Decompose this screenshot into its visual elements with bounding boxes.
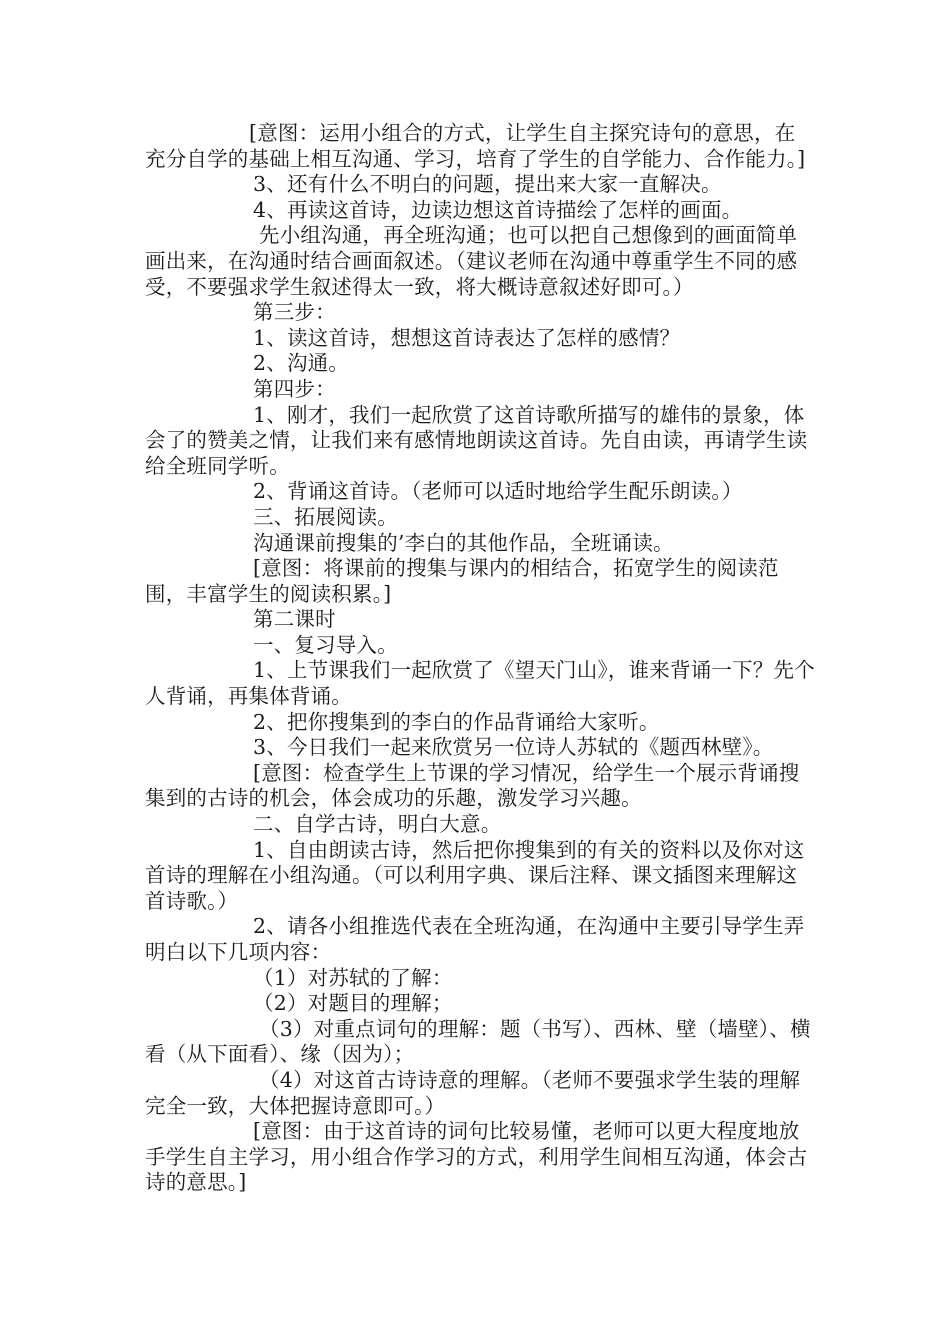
paragraph-sub-item: （1）对苏轼的了解： xyxy=(253,965,453,990)
paragraph-step-item: 3、还有什么不明白的问题，提出来大家一直解决。 xyxy=(253,172,722,197)
paragraph-section-heading: 一、复习导入。 xyxy=(253,632,398,657)
paragraph-sub-item: （4）对这首古诗诗意的理解。（老师不要强求学生装的理解完全一致，大体把握诗意即可。） xyxy=(145,1067,801,1118)
paragraph-step-item: 1、上节课我们一起欣赏了《望天门山》，谁来背诵一下？先个人背诵，再集体背诵。 xyxy=(145,658,815,709)
paragraph-heading: 第四步： xyxy=(253,376,336,401)
paragraph-sub-item: （3）对重点词句的理解：题（书写）、西林、壁（墙壁）、横看（从下面看）、缘（因为）； xyxy=(145,1016,811,1067)
paragraph-step-item: 1、读这首诗，想想这首诗表达了怎样的感情？ xyxy=(253,325,681,350)
paragraph-intent-note: [意图：由于这首诗的词句比较易懂，老师可以更大程度地放手学生自主学习，用小组合作学习的方式，利用学生间相互沟通，体会古诗的意思。] xyxy=(145,1119,808,1195)
paragraph-step-item: 1、刚才，我们一起欣赏了这首诗歌所描写的雄伟的景象，体会了的赞美之情，让我们来有感情地朗读这首诗。先自由读，再请学生读给全班同学听。 xyxy=(145,402,808,478)
paragraph-step-item: 2、请各小组推选代表在全班沟通，在沟通中主要引导学生弄明白以下几项内容： xyxy=(145,914,805,964)
paragraph-step-item: 1、自由朗读古诗，然后把你搜集到的有关的资料以及你对这首诗的理解在小组沟通。（可以利用字典、课后注释、课文插图来理解这首诗歌。） xyxy=(145,837,805,913)
paragraph-step-item: 4、再读这首诗，边读边想这首诗描绘了怎样的画面。 xyxy=(253,197,743,222)
paragraph-step-item: 2、背诵这首诗。（老师可以适时地给学生配乐朗读。） xyxy=(253,479,743,504)
paragraph-step-item: 3、今日我们一起来欣赏另一位诗人苏轼的《题西林壁》。 xyxy=(253,735,774,760)
paragraph-section-heading: 二、自学古诗，明白大意。 xyxy=(253,812,502,837)
paragraph-step-item: 2、沟通。 xyxy=(253,351,350,376)
paragraph-body: 沟通课前搜集的’李白的其他作品，全班诵读。 xyxy=(253,530,674,555)
paragraph-body: 先小组沟通，再全班沟通；也可以把自己想像到的画面简单画出来，在沟通时结合画面叙述。（建议老师在沟通中尊重学生不同的感受，不要强求学生叙述得太一致，将大概诗意叙述好即可。） xyxy=(145,223,798,299)
paragraph-intent-note: [意图：运用小组合的方式，让学生自主探究诗句的意思，在充分自学的基础上相互沟通、学习，培育了学生的自学能力、合作能力。] xyxy=(145,121,806,171)
paragraph-intent-note: [意图：检查学生上节课的学习情况，给学生一个展示背诵搜集到的古诗的机会，体会成功的乐趣，激发学习兴趣。 xyxy=(145,760,800,811)
paragraph-heading: 第三步： xyxy=(253,300,336,325)
document-body xyxy=(145,121,815,1196)
paragraph-section-heading: 三、拓展阅读。 xyxy=(253,504,398,529)
paragraph-sub-item: （2）对题目的理解； xyxy=(253,991,453,1016)
paragraph-step-item: 2、把你搜集到的李白的作品背诵给大家听。 xyxy=(253,709,660,734)
paragraph-intent-note: [意图：将课前的搜集与课内的相结合，拓宽学生的阅读范围，丰富学生的阅读积累。] xyxy=(145,556,779,606)
paragraph-lesson-heading: 第二课时 xyxy=(253,607,336,632)
